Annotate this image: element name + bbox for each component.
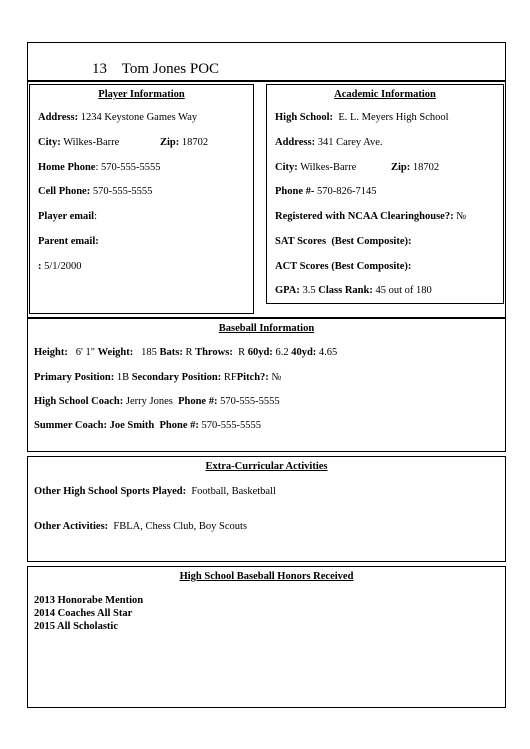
ncaa-row — [275, 211, 466, 222]
zip-label: Zip: — [160, 137, 180, 148]
primary-position-value: 1B — [116, 372, 130, 383]
pitch-label: Pitch?: — [236, 372, 269, 383]
cell-phone-label: Cell Phone: — [38, 186, 91, 197]
dob-row — [38, 261, 81, 272]
academic-info-section — [266, 84, 504, 304]
throws-value: R — [238, 347, 246, 358]
positions-row — [34, 372, 281, 383]
city-label: City: — [38, 137, 61, 148]
school-address-row — [275, 137, 383, 148]
activities-row — [34, 521, 247, 532]
player-name: Tom Jones — [121, 61, 187, 77]
weight-value: 185 — [141, 347, 157, 358]
act-row — [275, 261, 411, 272]
academic-info-title: Academic Information — [334, 89, 436, 100]
sat-row — [275, 236, 412, 247]
player-header — [92, 61, 219, 78]
yd40-label: 40yd: — [291, 347, 317, 358]
bats-label: Bats: — [159, 347, 183, 358]
school-city-value: Wilkes-Barre — [300, 162, 357, 173]
honor-item: 2015 All Scholastic — [34, 621, 119, 632]
school-value: E. L. Meyers High School — [338, 112, 449, 123]
baseball-info-title: Baseball Information — [218, 323, 315, 334]
cell-phone-row — [38, 186, 152, 197]
address-value: 1234 Keystone Games Way — [80, 112, 198, 123]
school-city-label: City: — [275, 162, 298, 173]
player-info-section — [29, 84, 254, 314]
yd40-value: 4.65 — [318, 347, 338, 358]
parent-email-label: Parent email: — [38, 236, 99, 247]
cell-phone-value: 570-555-5555 — [92, 186, 153, 197]
school-zip-value: 18702 — [412, 162, 440, 173]
activities-value: FBLA, Chess Club, Boy Scouts — [113, 521, 248, 532]
player-number: 13 — [92, 61, 107, 77]
city-value: Wilkes-Barre — [63, 137, 120, 148]
home-phone-label: Home Phone — [38, 162, 96, 173]
school-phone-value: 570-826-7145 — [317, 186, 377, 197]
dob-label: : — [38, 261, 42, 272]
gpa-label: GPA: — [275, 285, 300, 296]
ncaa-value: № — [456, 211, 467, 222]
gpa-row — [275, 285, 432, 296]
player-info-title: Player Information — [98, 89, 185, 100]
parent-email-row — [38, 236, 99, 247]
activities-label: Other Activities: — [34, 521, 109, 532]
summer-coach-row — [34, 420, 261, 431]
sports-row — [34, 486, 276, 497]
player-address-row — [38, 112, 197, 123]
hs-coach-value: Jerry Jones — [125, 396, 173, 407]
act-label: ACT Scores (Best Composite): — [275, 261, 412, 272]
school-address-label: Address: — [275, 137, 316, 148]
summer-coach-value: Joe Smith — [109, 420, 155, 431]
pitch-value: № — [271, 372, 282, 383]
extra-curricular-section — [27, 456, 506, 562]
zip-value: 18702 — [181, 137, 209, 148]
yd60-label: 60yd: — [247, 347, 273, 358]
honors-title: High School Baseball Honors Received — [179, 571, 354, 582]
summer-coach-phone-value: 570-555-5555 — [201, 420, 262, 431]
baseball-info-section — [27, 318, 506, 452]
school-zip-label: Zip: — [391, 162, 411, 173]
extra-curricular-title: Extra-Curricular Activities — [205, 461, 328, 472]
class-rank-label: Class Rank: — [318, 285, 373, 296]
honor-item: 2013 Honorabe Mention — [34, 595, 144, 606]
dob-value: 5/1/2000 — [44, 261, 82, 272]
school-label: High School: — [275, 112, 334, 123]
height-value: 6' 1" — [75, 347, 96, 358]
measurables-row — [34, 347, 337, 358]
ncaa-label: Registered with NCAA Clearinghouse?: — [275, 211, 454, 222]
yd60-value: 6.2 — [275, 347, 289, 358]
player-email-colon: : — [94, 211, 98, 222]
school-city-row — [275, 162, 356, 173]
weight-label: Weight: — [97, 347, 134, 358]
player-suffix: POC — [189, 61, 220, 77]
hs-coach-label: High School Coach: — [34, 396, 124, 407]
honor-item: 2014 Coaches All Star — [34, 608, 133, 619]
summer-coach-label: Summer Coach: — [34, 420, 108, 431]
primary-position-label: Primary Position: — [34, 372, 115, 383]
home-phone-row — [38, 162, 161, 173]
hs-coach-row — [34, 396, 280, 407]
school-phone-label: Phone #- — [275, 186, 315, 197]
school-row — [275, 112, 449, 123]
height-label: Height: — [34, 347, 68, 358]
gpa-value: 3.5 — [302, 285, 316, 296]
honors-section — [27, 566, 506, 708]
sat-label: SAT Scores — [275, 236, 327, 247]
player-email-row — [38, 211, 97, 222]
address-label: Address: — [38, 112, 79, 123]
player-email-label: Player email — [38, 211, 95, 222]
school-zip-row — [391, 162, 439, 173]
school-phone-row — [275, 186, 377, 197]
school-address-value: 341 Carey Ave. — [317, 137, 383, 148]
hs-coach-phone-value: 570-555-5555 — [220, 396, 280, 407]
throws-label: Throws: — [195, 347, 233, 358]
sports-value: Football, Basketball — [191, 486, 276, 497]
sports-label: Other High School Sports Played: — [34, 486, 187, 497]
hs-coach-phone-label: Phone #: — [178, 396, 218, 407]
home-phone-value: : 570-555-5555 — [95, 162, 161, 173]
secondary-position-value: RF — [223, 372, 237, 383]
sat-sub-label: (Best Composite): — [331, 236, 412, 247]
bats-value: R — [185, 347, 193, 358]
summer-coach-phone-label: Phone #: — [159, 420, 199, 431]
secondary-position-label: Secondary Position: — [131, 372, 222, 383]
class-rank-value: 45 out of 180 — [375, 285, 432, 296]
player-city-row — [38, 137, 119, 148]
player-zip-row — [160, 137, 208, 148]
